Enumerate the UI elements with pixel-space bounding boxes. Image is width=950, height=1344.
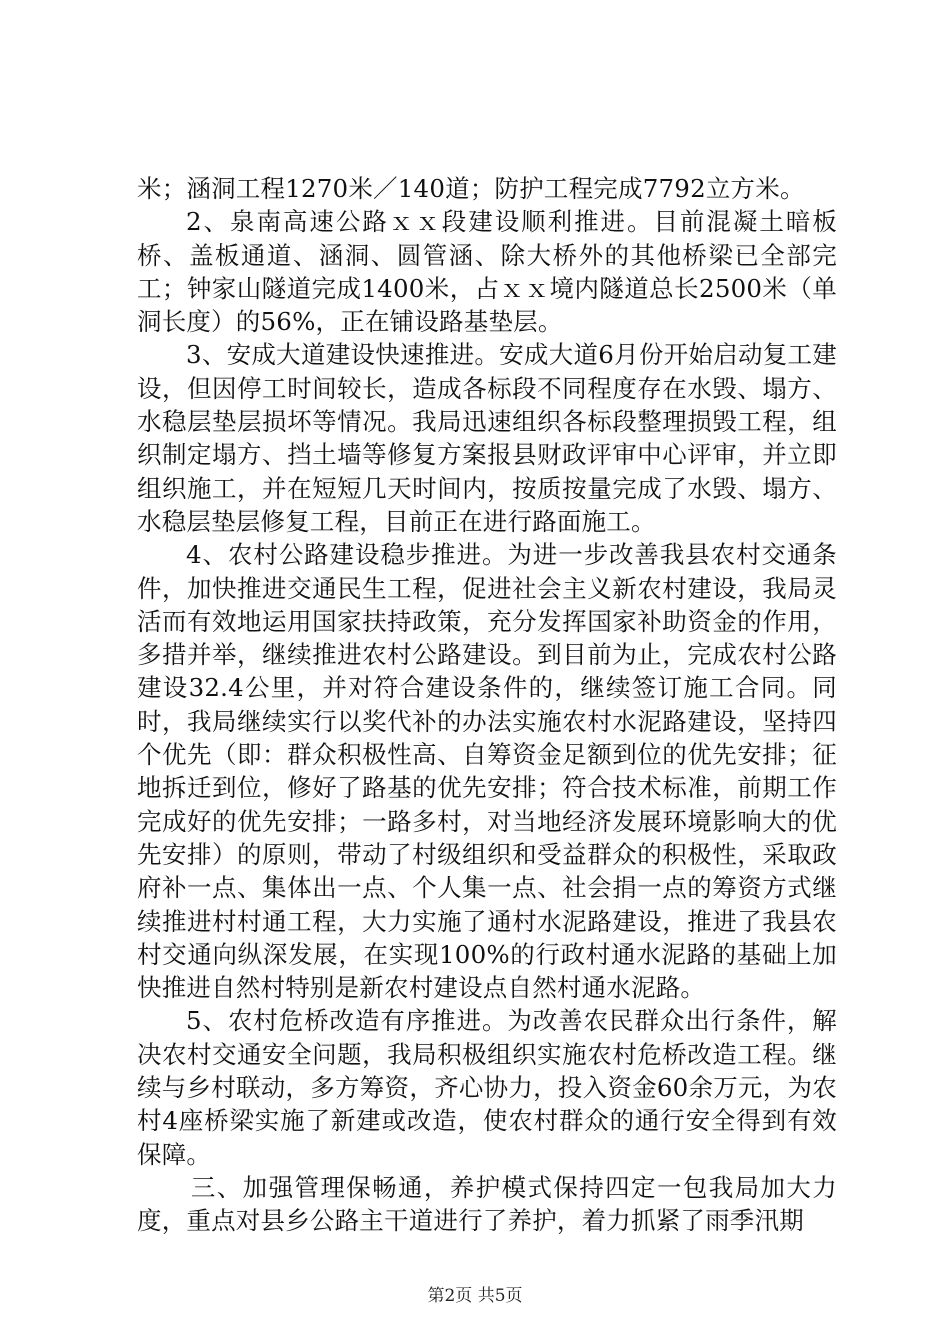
paragraph-continuation: 米；涵洞工程1270米／140道；防护工程完成7792立方米。	[137, 174, 805, 203]
paragraph-item-4: 4、农村公路建设稳步推进。为进一步改善我县农村交通条件，加快推进交通民生工程，促进社会主义新农村建设，我局灵活而有效地运用国家扶持政策，充分发挥国家补助资金的作用，多措并举，继续推进农村公路建设。到目前为止，完成农村公路建设32.4公里，并对符合建设条件的，继续签订施工合同。同时，我局继续实行以奖代补的办法实施农村水泥路建设，坚持四个优先（即：群众积极性高、自筹资金足额到位的优先安排；征地拆迁到位，修好了路基的优先安排；符合技术标准，前期工作完成好的优先安排；一路多村，对当地经济发展环境影响大的优先安排）的原则，带动了村级组织和受益群众的积极性，采取政府补一点、集体出一点、个人集一点、社会捐一点的筹资方式继续推进村村通工程，大力实施了通村水泥路建设，推进了我县农村交通向纵深发展，在实现100%的行政村通水泥路的基础上加快推进自然村特别是新农村建设点自然村通水泥路。	[137, 540, 837, 1003]
paragraph-item-3: 3、安成大道建设快速推进。安成大道6月份开始启动复工建设，但因停工时间较长，造成各标段不同程度存在水毁、塌方、水稳层垫层损坏等情况。我局迅速组织各标段整理损毁工程，组织制定塌方、挡土墙等修复方案报县财政评审中心评审，并立即组织施工，并在短短几天时间内，按质按量完成了水毁、塌方、水稳层垫层修复工程，目前正在进行路面施工。	[137, 340, 837, 536]
paragraph-section-3: 三、加强管理保畅通，养护模式保持四定一包我局加大力度，重点对县乡公路主干道进行了养护，着力抓紧了雨季汛期	[137, 1172, 837, 1236]
paragraph-item-5: 5、农村危桥改造有序推进。为改善农民群众出行条件，解决农村交通安全问题，我局积极组织实施农村危桥改造工程。继续与乡村联动，多方筹资，齐心协力，投入资金60余万元，为农村4座桥梁实施了新建或改造，使农村群众的通行安全得到有效保障。	[137, 1006, 837, 1169]
document-body	[137, 172, 837, 1238]
page-footer	[0, 1281, 950, 1306]
paragraph-item-2: 2、泉南高速公路ｘｘ段建设顺利推进。目前混凝土暗板桥、盖板通道、涵洞、圆管涵、除大桥外的其他桥梁已全部完工；钟家山隧道完成1400米，占ｘｘ境内隧道总长2500米（单洞长度）的56%，正在铺设路基垫层。	[137, 207, 837, 337]
page-number-label: 第2页 共5页	[427, 1286, 523, 1306]
